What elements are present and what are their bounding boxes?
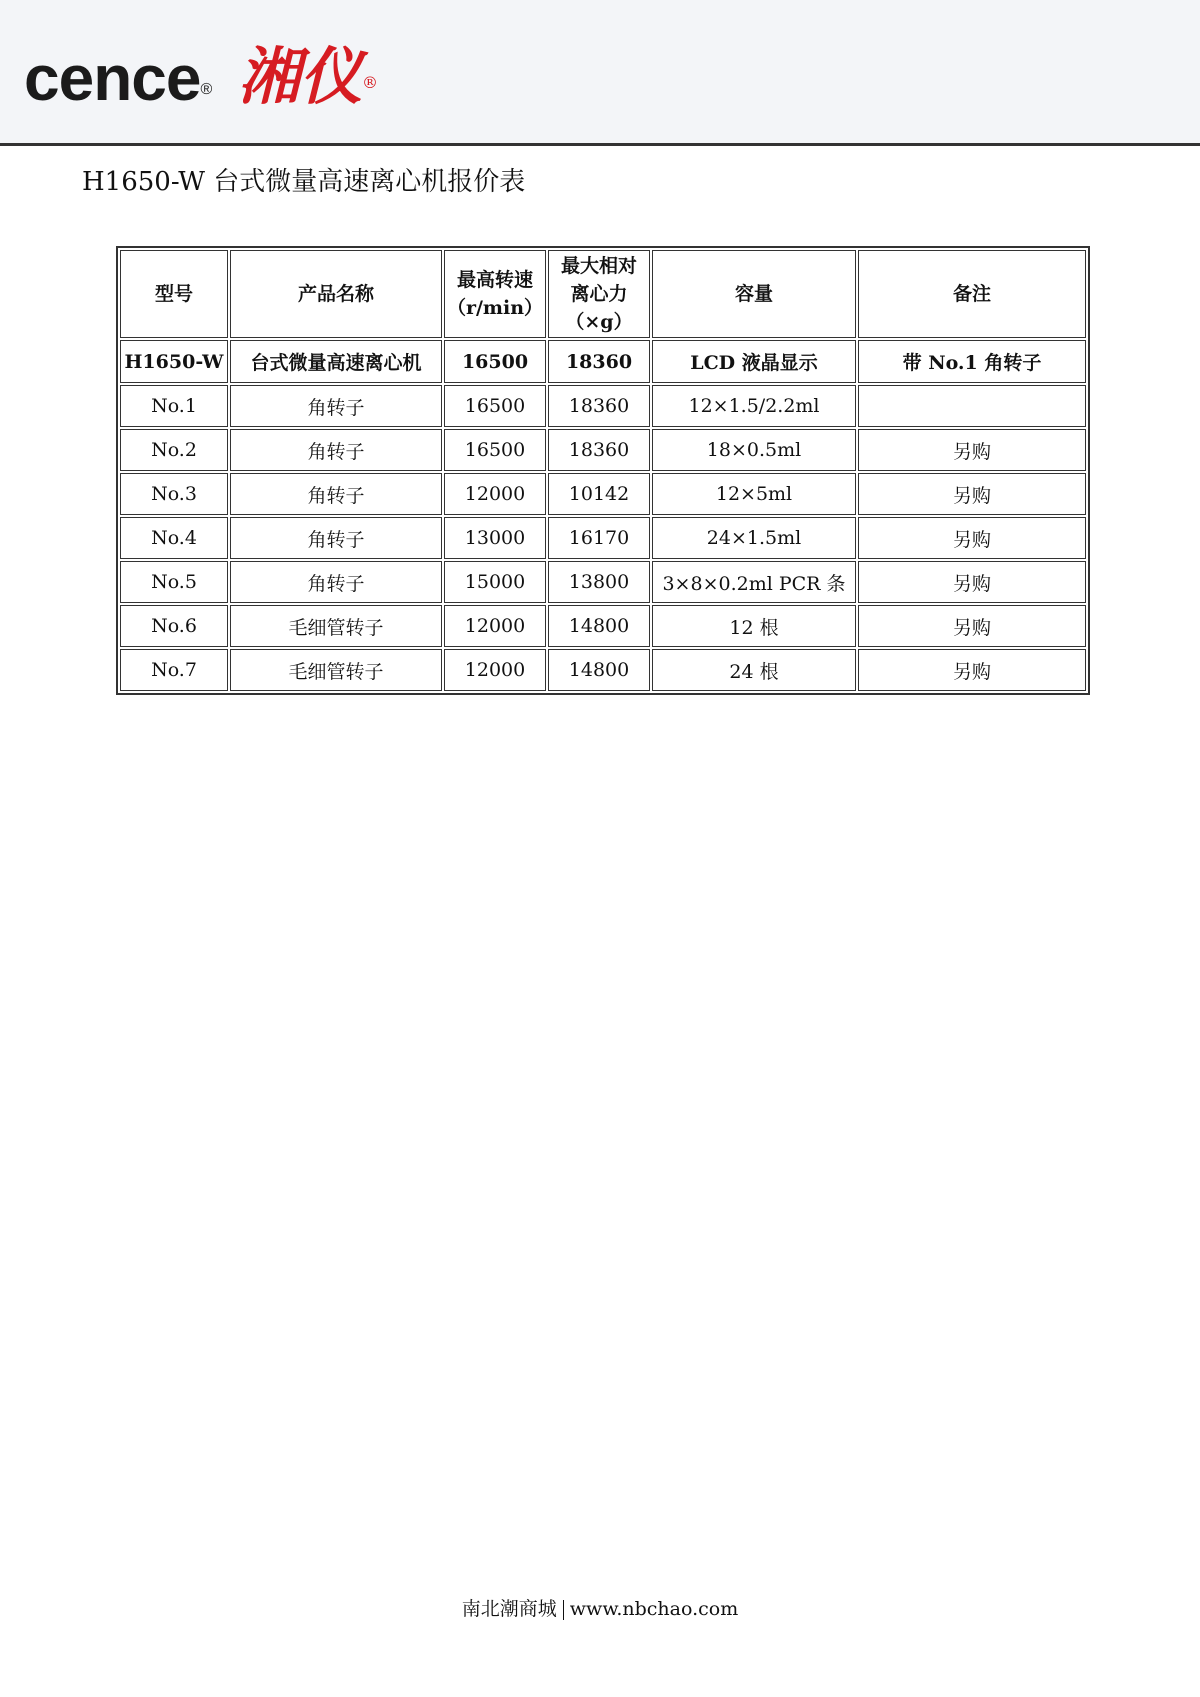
cell-capacity: 18×0.5ml — [652, 429, 856, 471]
footer-site-name: 南北潮商城 — [461, 1598, 557, 1620]
cell-remarks: 另购 — [858, 517, 1086, 559]
cell-capacity: 12 根 — [652, 605, 856, 647]
cell-capacity: 12×5ml — [652, 473, 856, 515]
header-model: 型号 — [120, 250, 228, 338]
cell-max-rcf: 16170 — [548, 517, 650, 559]
cell-remarks: 带 No.1 角转子 — [858, 340, 1086, 383]
cell-model: No.6 — [120, 605, 228, 647]
cell-product-name: 毛细管转子 — [230, 605, 442, 647]
page-footer — [0, 1594, 1200, 1621]
logo-cn-text: 湘仪 — [238, 40, 363, 113]
cell-max-rcf: 18360 — [548, 429, 650, 471]
header-capacity: 容量 — [652, 250, 856, 338]
cell-max-speed: 16500 — [444, 385, 546, 427]
header-remarks: 备注 — [858, 250, 1086, 338]
cell-remarks: 另购 — [858, 473, 1086, 515]
cell-capacity: 24 根 — [652, 649, 856, 691]
cell-product-name: 毛细管转子 — [230, 649, 442, 691]
cell-max-rcf: 10142 — [548, 473, 650, 515]
footer-url-link[interactable]: www.nbchao.com — [569, 1598, 739, 1620]
price-table — [116, 246, 1090, 695]
cell-capacity: 12×1.5/2.2ml — [652, 385, 856, 427]
price-table-container — [116, 246, 1090, 695]
cell-product-name: 台式微量高速离心机 — [230, 340, 442, 383]
cell-remarks: 另购 — [858, 429, 1086, 471]
cell-capacity: 24×1.5ml — [652, 517, 856, 559]
cell-model: No.5 — [120, 561, 228, 603]
cell-max-speed: 13000 — [444, 517, 546, 559]
cell-model: No.7 — [120, 649, 228, 691]
table-row — [120, 561, 1086, 603]
table-header-row — [120, 250, 1086, 338]
cell-max-speed: 12000 — [444, 473, 546, 515]
xiangyi-logo — [238, 42, 378, 112]
cell-capacity: 3×8×0.2ml PCR 条 — [652, 561, 856, 603]
cell-max-speed: 15000 — [444, 561, 546, 603]
logo-en-text: cence — [24, 42, 201, 114]
header-max-rcf-line2: 离心力 — [570, 283, 628, 305]
cell-max-rcf: 18360 — [548, 340, 650, 383]
table-row — [120, 429, 1086, 471]
document-title: H1650-W 台式微量高速离心机报价表 — [82, 167, 526, 197]
header-max-speed — [444, 250, 546, 338]
header-max-speed-line2: （r/min） — [446, 297, 544, 319]
cell-model: No.1 — [120, 385, 228, 427]
cell-product-name: 角转子 — [230, 473, 442, 515]
cell-model: No.3 — [120, 473, 228, 515]
cell-capacity: LCD 液晶显示 — [652, 340, 856, 383]
table-row — [120, 605, 1086, 647]
cell-product-name: 角转子 — [230, 561, 442, 603]
footer-separator — [563, 1600, 564, 1620]
registered-mark: ® — [200, 81, 212, 98]
table-row — [120, 385, 1086, 427]
header-max-rcf-line3: （×g） — [565, 311, 633, 333]
header-max-rcf-line1: 最大相对 — [560, 255, 637, 277]
header-max-speed-line1: 最高转速 — [456, 269, 533, 291]
cell-max-speed: 16500 — [444, 340, 546, 383]
cell-max-speed: 12000 — [444, 605, 546, 647]
table-row — [120, 473, 1086, 515]
cell-model: No.4 — [120, 517, 228, 559]
cell-product-name: 角转子 — [230, 385, 442, 427]
cell-max-rcf: 18360 — [548, 385, 650, 427]
table-row — [120, 517, 1086, 559]
cence-logo — [24, 38, 211, 118]
table-row — [120, 649, 1086, 691]
cell-product-name: 角转子 — [230, 429, 442, 471]
cell-max-speed: 12000 — [444, 649, 546, 691]
cell-max-rcf: 14800 — [548, 649, 650, 691]
cell-max-speed: 16500 — [444, 429, 546, 471]
cell-max-rcf: 13800 — [548, 561, 650, 603]
page-header — [0, 0, 1200, 146]
cell-remarks — [858, 385, 1086, 427]
cell-product-name: 角转子 — [230, 517, 442, 559]
cell-remarks: 另购 — [858, 605, 1086, 647]
registered-mark-cn: ® — [362, 73, 379, 92]
header-product-name: 产品名称 — [230, 250, 442, 338]
cell-remarks: 另购 — [858, 561, 1086, 603]
table-row-main-unit — [120, 340, 1086, 383]
cell-remarks: 另购 — [858, 649, 1086, 691]
cell-model: No.2 — [120, 429, 228, 471]
header-max-rcf — [548, 250, 650, 338]
cell-model: H1650-W — [120, 340, 228, 383]
cell-max-rcf: 14800 — [548, 605, 650, 647]
